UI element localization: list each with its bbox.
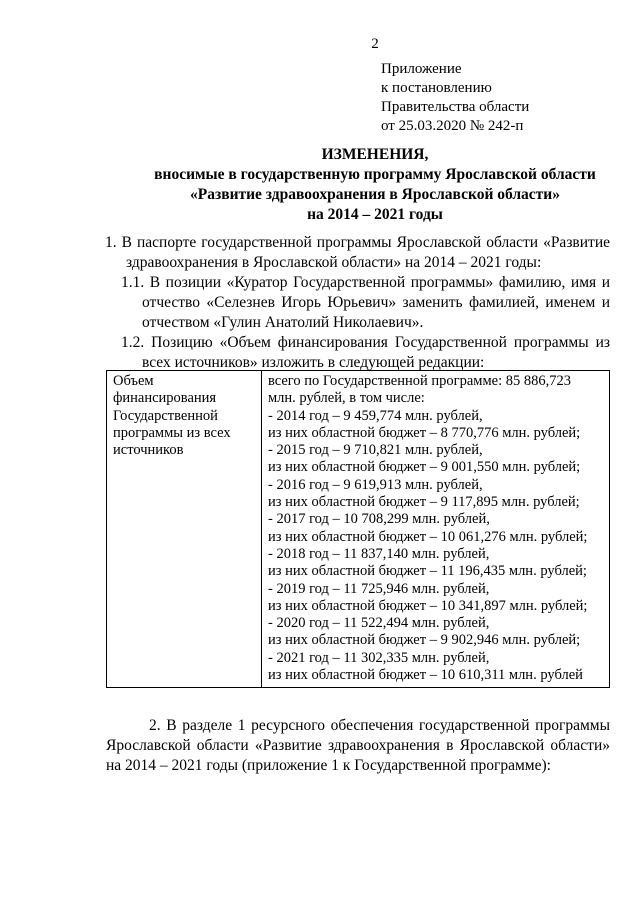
table-cell-line: источников: [113, 442, 184, 459]
table-cell-line: из них областной бюджет – 10 061,276 млн. рублей;: [268, 528, 588, 545]
table-cell-line: из них областной бюджет – 9 902,946 млн. рублей;: [268, 632, 581, 649]
paragraph-1: 1. В паспорте государственной программы Ярославской области «Развитие здравоохранения в Ярославской области» на 2014 – 2021 годы:: [105, 234, 610, 271]
table-cell-line: - 2016 год – 9 619,913 млн. рублей,: [268, 476, 483, 493]
table-cell-line: из них областной бюджет – 9 117,895 млн. рублей;: [268, 494, 580, 511]
document-heading: [0, 145, 640, 225]
heading-title: ИЗМЕНЕНИЯ,: [321, 146, 429, 163]
table-cell-line: из них областной бюджет – 10 341,897 млн. рублей;: [268, 597, 588, 614]
page-number: 2: [371, 36, 379, 52]
appendix-line: Приложение: [381, 61, 462, 77]
table-row: [107, 371, 610, 688]
table-cell-line: - 2019 год – 11 725,946 млн. рублей,: [268, 580, 490, 597]
appendix-line: Правительства области: [381, 99, 530, 115]
table-cell-line: млн. рублей, в том числе:: [268, 390, 425, 407]
table-cell-line: Государственной: [113, 407, 218, 424]
table-cell-line: программы из всех: [113, 424, 231, 441]
heading-line: на 2014 – 2021 годы: [307, 206, 443, 223]
paragraph-2: [106, 716, 610, 776]
table-cell-line: финансирования: [113, 390, 217, 407]
table-cell-line: из них областной бюджет – 10 610,311 млн. рублей: [268, 667, 583, 684]
table-cell-line: - 2015 год – 9 710,821 млн. рублей,: [268, 442, 483, 459]
financing-values-cell: [262, 371, 610, 688]
paragraph-2-text: 2. В разделе 1 ресурсного обеспечения государственной программы Ярославской области «Развитие здравоохранения в Ярославской области» на 2014 – 2021 годы (приложение 1 к Государственной программе):: [106, 717, 610, 774]
table-cell-line: Объем: [113, 373, 154, 389]
table-cell-line: всего по Государственной программе: 85 886,723: [268, 373, 571, 389]
table-cell-line: из них областной бюджет – 9 001,550 млн. рублей;: [268, 459, 581, 476]
paragraph-1-2: 1.2. Позицию «Объем финансирования Государственной программы из всех источников» изложить в следующей редакции:: [121, 334, 610, 371]
appendix-line: от 25.03.2020 № 242-п: [381, 118, 524, 134]
financing-label-cell: [107, 371, 262, 688]
appendix-block: [381, 60, 529, 136]
table-cell-line: - 2018 год – 11 837,140 млн. рублей,: [268, 545, 490, 562]
table-cell-line: - 2021 год – 11 302,335 млн. рублей,: [268, 649, 490, 666]
table-cell-line: - 2020 год – 11 522,494 млн. рублей,: [268, 615, 490, 632]
paragraph-1-1: 1.1. В позиции «Куратор Государственной программы» фамилию, имя и отчество «Селезнев Игорь Юрьевич» заменить фамилией, именем и отчеством «Гулин Анатолий Николаевич».: [121, 274, 610, 331]
table-cell-line: - 2014 год – 9 459,774 млн. рублей,: [268, 407, 483, 424]
appendix-line: к постановлению: [381, 80, 492, 96]
table-cell-line: из них областной бюджет – 8 770,776 млн. рублей;: [268, 424, 581, 441]
table-cell-line: - 2017 год – 10 708,299 млн. рублей,: [268, 511, 490, 528]
financing-table: [106, 370, 610, 688]
document-body: [105, 233, 610, 373]
table-cell-line: из них областной бюджет – 11 196,435 млн. рублей;: [268, 563, 587, 580]
heading-line: вносимые в государственную программу Ярославской области: [154, 166, 596, 183]
heading-line: «Развитие здравоохранения в Ярославской области»: [190, 186, 560, 203]
